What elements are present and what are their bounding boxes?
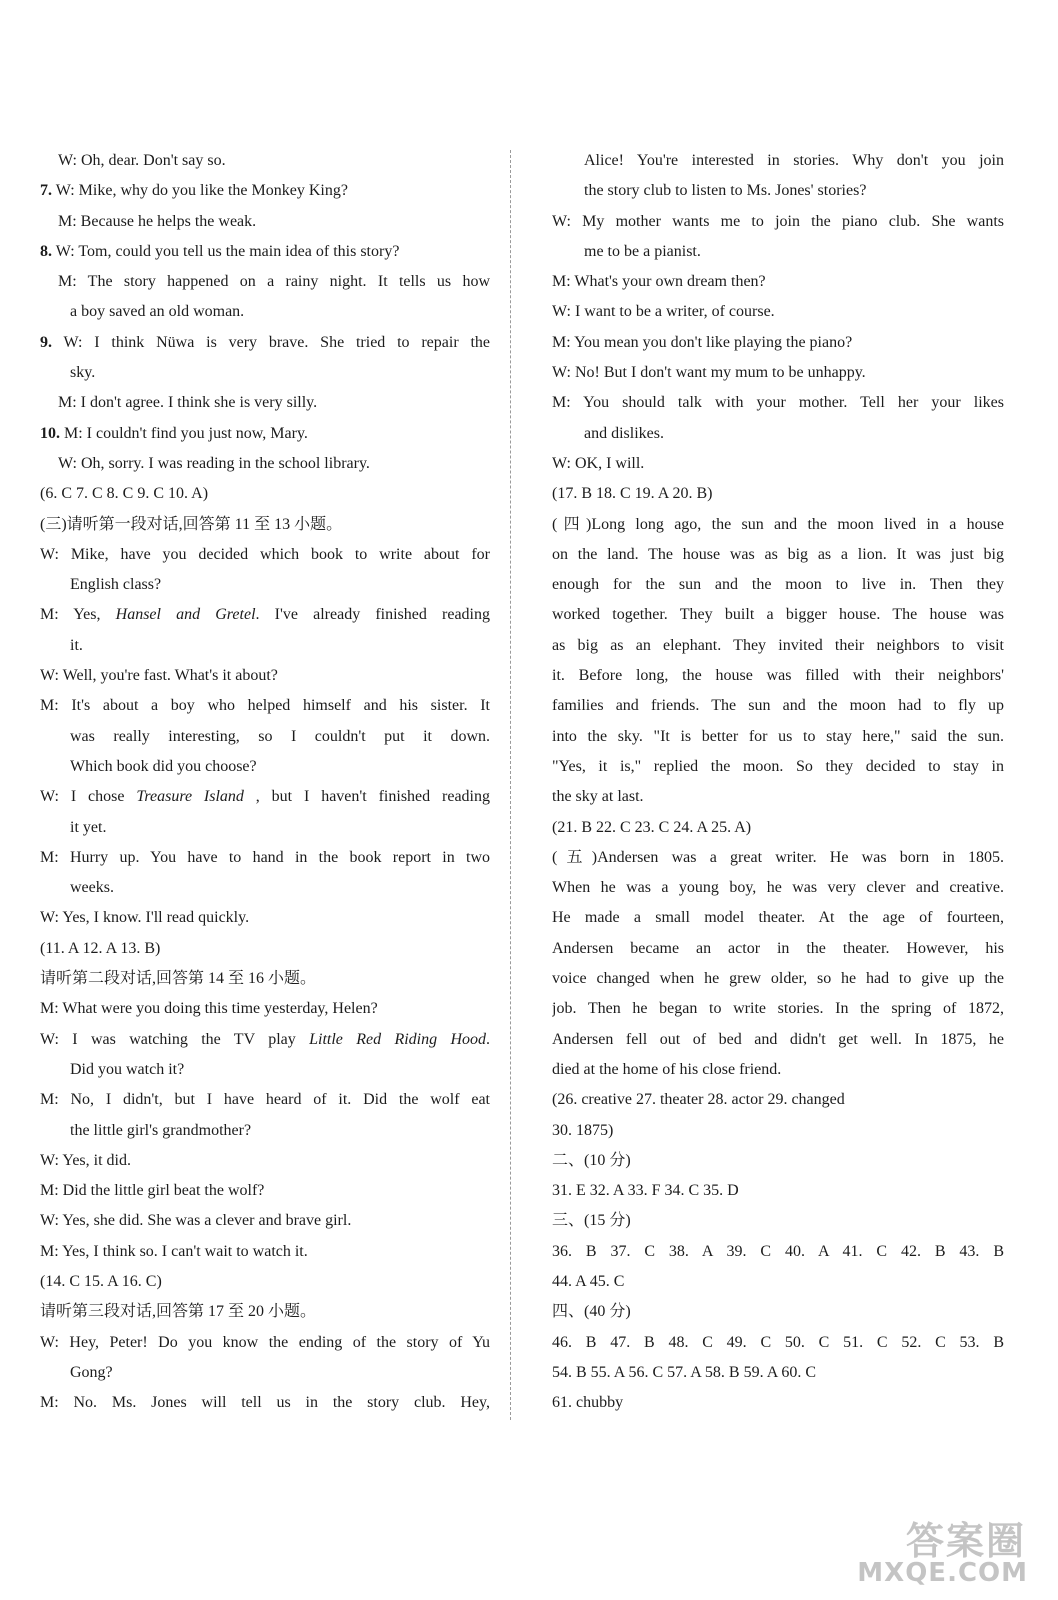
line-text: M: The story happened on a rainy night. It tells us how (58, 273, 490, 291)
text-line (552, 600, 1004, 630)
text-line (552, 964, 1004, 994)
line-text: Andersen fell out of bed and didn't get well. In 1875, he (552, 1030, 1004, 1048)
line-text: W: Mike, have you decided which book to write about for (40, 545, 490, 563)
line-text: on the land. The house was as big as a lion. It was just big (552, 545, 1004, 563)
text-line (552, 873, 1004, 903)
item-number: 7. (40, 182, 52, 200)
text-line (552, 691, 1004, 721)
text-line (40, 237, 490, 267)
text-line (40, 1085, 490, 1115)
line-text: W: Yes, she did. She was a clever and brave girl. (40, 1212, 352, 1230)
book-title: Treasure Island (136, 788, 244, 806)
line-text: W: Mike, why do you like the Monkey King? (52, 182, 348, 200)
watermark-logo (832, 1510, 1032, 1590)
right-column (552, 146, 1004, 1418)
text-line (40, 479, 490, 509)
book-title: Little Red Riding Hood (309, 1030, 487, 1048)
line-text: as big as an elephant. They invited their neighbors to visit (552, 636, 1004, 654)
line-text: M: I don't agree. I think she is very silly. (58, 394, 318, 412)
line-text: "Yes, it is," replied the moon. So they decided to stay in (552, 757, 1004, 775)
text-line (552, 1055, 1004, 1085)
line-text: He made a small model theater. At the age of fourteen, (552, 909, 1004, 927)
line-text: Which book did you choose? (70, 757, 257, 775)
line-text: (17. B 18. C 19. A 20. B) (552, 485, 713, 503)
text-line (40, 934, 490, 964)
text-line (40, 570, 490, 600)
text-line (552, 752, 1004, 782)
line-text-after: . I've already finished reading (255, 606, 490, 624)
text-line (552, 1116, 1004, 1146)
text-line (552, 237, 1004, 267)
text-line (40, 510, 490, 540)
text-line (40, 207, 490, 237)
column-divider (510, 150, 511, 1420)
line-text: (26. creative 27. theater 28. actor 29. changed (552, 1091, 845, 1109)
line-text: (14. C 15. A 16. C) (40, 1272, 162, 1290)
text-line (40, 813, 490, 843)
line-text: families and friends. The sun and the moon had to fly up (552, 697, 1004, 715)
line-text: (四)Long long ago, the sun and the moon lived in a house (552, 515, 1004, 533)
line-text: 请听第二段对话,回答第 14 至 16 小题。 (40, 970, 317, 988)
item-number: 8. (40, 242, 52, 260)
line-text: W: I was watching the TV play (40, 1030, 310, 1048)
text-line (40, 540, 490, 570)
text-line (40, 752, 490, 782)
text-line (40, 1206, 490, 1236)
left-column (40, 146, 490, 1418)
text-line (40, 1116, 490, 1146)
text-line (40, 873, 490, 903)
line-text: me to be a pianist. (584, 242, 701, 260)
line-text: M: I couldn't find you just now, Mary. (60, 424, 308, 442)
line-text: M: No. Ms. Jones will tell us in the story club. Hey, (40, 1394, 490, 1412)
line-text: M: It's about a boy who helped himself and his sister. It (40, 697, 490, 715)
text-line (40, 661, 490, 691)
line-text: into the sky. "It is better for us to stay here," said the sun. (552, 727, 1004, 745)
text-line (552, 207, 1004, 237)
text-line (552, 1388, 1004, 1418)
line-text: worked together. They built a bigger house. The house was (552, 606, 1004, 624)
text-line (552, 510, 1004, 540)
text-line (40, 1055, 490, 1085)
text-line (40, 1176, 490, 1206)
line-text: job. Then he began to write stories. In the spring of 1872, (552, 1000, 1004, 1018)
text-line (552, 1358, 1004, 1388)
line-text: Gong? (70, 1363, 113, 1381)
line-text: weeks. (70, 879, 114, 897)
text-line (552, 1146, 1004, 1176)
line-text: W: My mother wants me to join the piano club. She wants (552, 212, 1004, 230)
line-text: (三)请听第一段对话,回答第 11 至 13 小题。 (40, 515, 343, 533)
line-text: (11. A 12. A 13. B) (40, 939, 161, 957)
line-text: W: OK, I will. (552, 454, 645, 472)
line-text: English class? (70, 576, 162, 594)
text-line (40, 176, 490, 206)
text-line (40, 1237, 490, 1267)
text-line (552, 540, 1004, 570)
text-line (40, 1267, 490, 1297)
line-text: 请听第三段对话,回答第 17 至 20 小题。 (40, 1303, 317, 1321)
text-line (40, 994, 490, 1024)
line-text: the sky at last. (552, 788, 644, 806)
text-line (40, 1025, 490, 1055)
text-line (552, 994, 1004, 1024)
line-text-after: , but I haven't finished reading (243, 788, 490, 806)
line-text: M: What's your own dream then? (552, 273, 766, 291)
line-text: 30. 1875) (552, 1121, 614, 1139)
text-line (40, 722, 490, 752)
line-text: M: No, I didn't, but I have heard of it. Did the wolf eat (40, 1091, 490, 1109)
line-text: M: Hurry up. You have to hand in the book report in two (40, 848, 490, 866)
text-line (552, 661, 1004, 691)
text-line (552, 297, 1004, 327)
line-text: (6. C 7. C 8. C 9. C 10. A) (40, 485, 209, 503)
text-line (552, 1328, 1004, 1358)
line-text: When he was a young boy, he was very clever and creative. (552, 879, 1004, 897)
text-line (552, 1267, 1004, 1297)
line-text: 二、(10 分) (552, 1151, 631, 1169)
line-text: the story club to listen to Ms. Jones' stories? (584, 182, 867, 200)
line-text: 44. A 45. C (552, 1272, 625, 1290)
text-line (552, 782, 1004, 812)
line-text: 三、(15 分) (552, 1212, 631, 1230)
text-line (552, 449, 1004, 479)
line-text: the little girl's grandmother? (70, 1121, 252, 1139)
line-text: W: Tom, could you tell us the main idea of this story? (52, 242, 400, 260)
text-line (552, 1085, 1004, 1115)
line-text: 四、(40 分) (552, 1303, 631, 1321)
line-text: 46. B 47. B 48. C 49. C 50. C 51. C 52. C 53. B (552, 1333, 1004, 1351)
text-line (40, 419, 490, 449)
line-text: W: Oh, dear. Don't say so. (58, 152, 226, 169)
line-text: enough for the sun and the moon to live in. Then they (552, 576, 1004, 594)
text-line (40, 449, 490, 479)
line-text: M: You mean you don't like playing the piano? (552, 333, 853, 351)
line-text: M: Did the little girl beat the wolf? (40, 1182, 265, 1200)
line-text: it yet. (70, 818, 107, 836)
line-text: 31. E 32. A 33. F 34. C 35. D (552, 1182, 739, 1200)
line-text: Alice! You're interested in stories. Why don't you join (584, 152, 1004, 169)
watermark-text-cn: 答案圈 (905, 1519, 1026, 1563)
text-line (40, 328, 490, 358)
line-text: and dislikes. (584, 424, 664, 442)
text-line (552, 570, 1004, 600)
text-line (552, 1237, 1004, 1267)
text-line (552, 631, 1004, 661)
text-line (40, 631, 490, 661)
text-line (40, 1328, 490, 1358)
line-text: Did you watch it? (70, 1060, 185, 1078)
text-line (40, 358, 490, 388)
text-line (40, 691, 490, 721)
line-text: M: Yes, I think so. I can't wait to watch it. (40, 1242, 308, 1260)
line-text: (21. B 22. C 23. C 24. A 25. A) (552, 818, 752, 836)
line-text: M: Yes, (40, 606, 116, 624)
line-text: it. (70, 636, 83, 654)
text-line (40, 1297, 490, 1327)
line-text: sky. (70, 364, 96, 382)
line-text: voice changed when he grew older, so he had to give up the (552, 970, 1004, 988)
line-text: 54. B 55. A 56. C 57. A 58. B 59. A 60. C (552, 1363, 817, 1381)
text-line (40, 782, 490, 812)
text-line (552, 1297, 1004, 1327)
text-line (552, 934, 1004, 964)
text-line (552, 358, 1004, 388)
text-line (40, 1358, 490, 1388)
text-line (552, 813, 1004, 843)
text-line (40, 146, 490, 176)
text-line (40, 843, 490, 873)
book-title: Hansel and Gretel (115, 606, 256, 624)
line-text: W: Yes, I know. I'll read quickly. (40, 909, 250, 927)
text-line (40, 297, 490, 327)
text-line (552, 328, 1004, 358)
line-text: W: I think Nüwa is very brave. She tried to repair the (52, 333, 490, 351)
text-line (552, 388, 1004, 418)
line-text: a boy saved an old woman. (70, 303, 245, 321)
text-line (552, 1025, 1004, 1055)
text-line (552, 843, 1004, 873)
text-line (552, 1206, 1004, 1236)
line-text: 61. chubby (552, 1394, 624, 1412)
text-line (40, 1146, 490, 1176)
line-text: 36. B 37. C 38. A 39. C 40. A 41. C 42. B 43. B (552, 1242, 1004, 1260)
text-line (552, 146, 1004, 176)
text-line (40, 964, 490, 994)
text-line (552, 479, 1004, 509)
line-text: M: You should talk with your mother. Tell her your likes (552, 394, 1004, 412)
line-text: W: Oh, sorry. I was reading in the school library. (58, 454, 370, 472)
line-text: M: What were you doing this time yesterday, Helen? (40, 1000, 378, 1018)
text-line (552, 903, 1004, 933)
line-text: W: Yes, it did. (40, 1151, 131, 1169)
text-line (40, 1388, 490, 1418)
text-line (40, 267, 490, 297)
line-text: W: Hey, Peter! Do you know the ending of the story of Yu (40, 1333, 490, 1351)
text-line (552, 722, 1004, 752)
watermark-text-en: MXQE.COM (857, 1558, 1028, 1588)
line-text-after: . (486, 1030, 490, 1048)
line-text: W: I chose (40, 788, 137, 806)
line-text: (五)Andersen was a great writer. He was born in 1805. (552, 848, 1004, 866)
text-line (552, 419, 1004, 449)
line-text: W: Well, you're fast. What's it about? (40, 667, 278, 685)
text-line (552, 1176, 1004, 1206)
item-number: 9. (40, 333, 52, 351)
line-text: was really interesting, so I couldn't put it down. (70, 727, 490, 745)
text-line (40, 903, 490, 933)
line-text: M: Because he helps the weak. (58, 212, 257, 230)
text-line (552, 267, 1004, 297)
text-line (40, 600, 490, 630)
line-text: Andersen became an actor in the theater. However, his (552, 939, 1004, 957)
text-line (552, 176, 1004, 206)
line-text: it. Before long, the house was filled with their neighbors' (552, 667, 1004, 685)
item-number: 10. (40, 424, 60, 442)
line-text: W: No! But I don't want my mum to be unhappy. (552, 364, 866, 382)
text-line (40, 388, 490, 418)
line-text: died at the home of his close friend. (552, 1060, 782, 1078)
line-text: W: I want to be a writer, of course. (552, 303, 775, 321)
